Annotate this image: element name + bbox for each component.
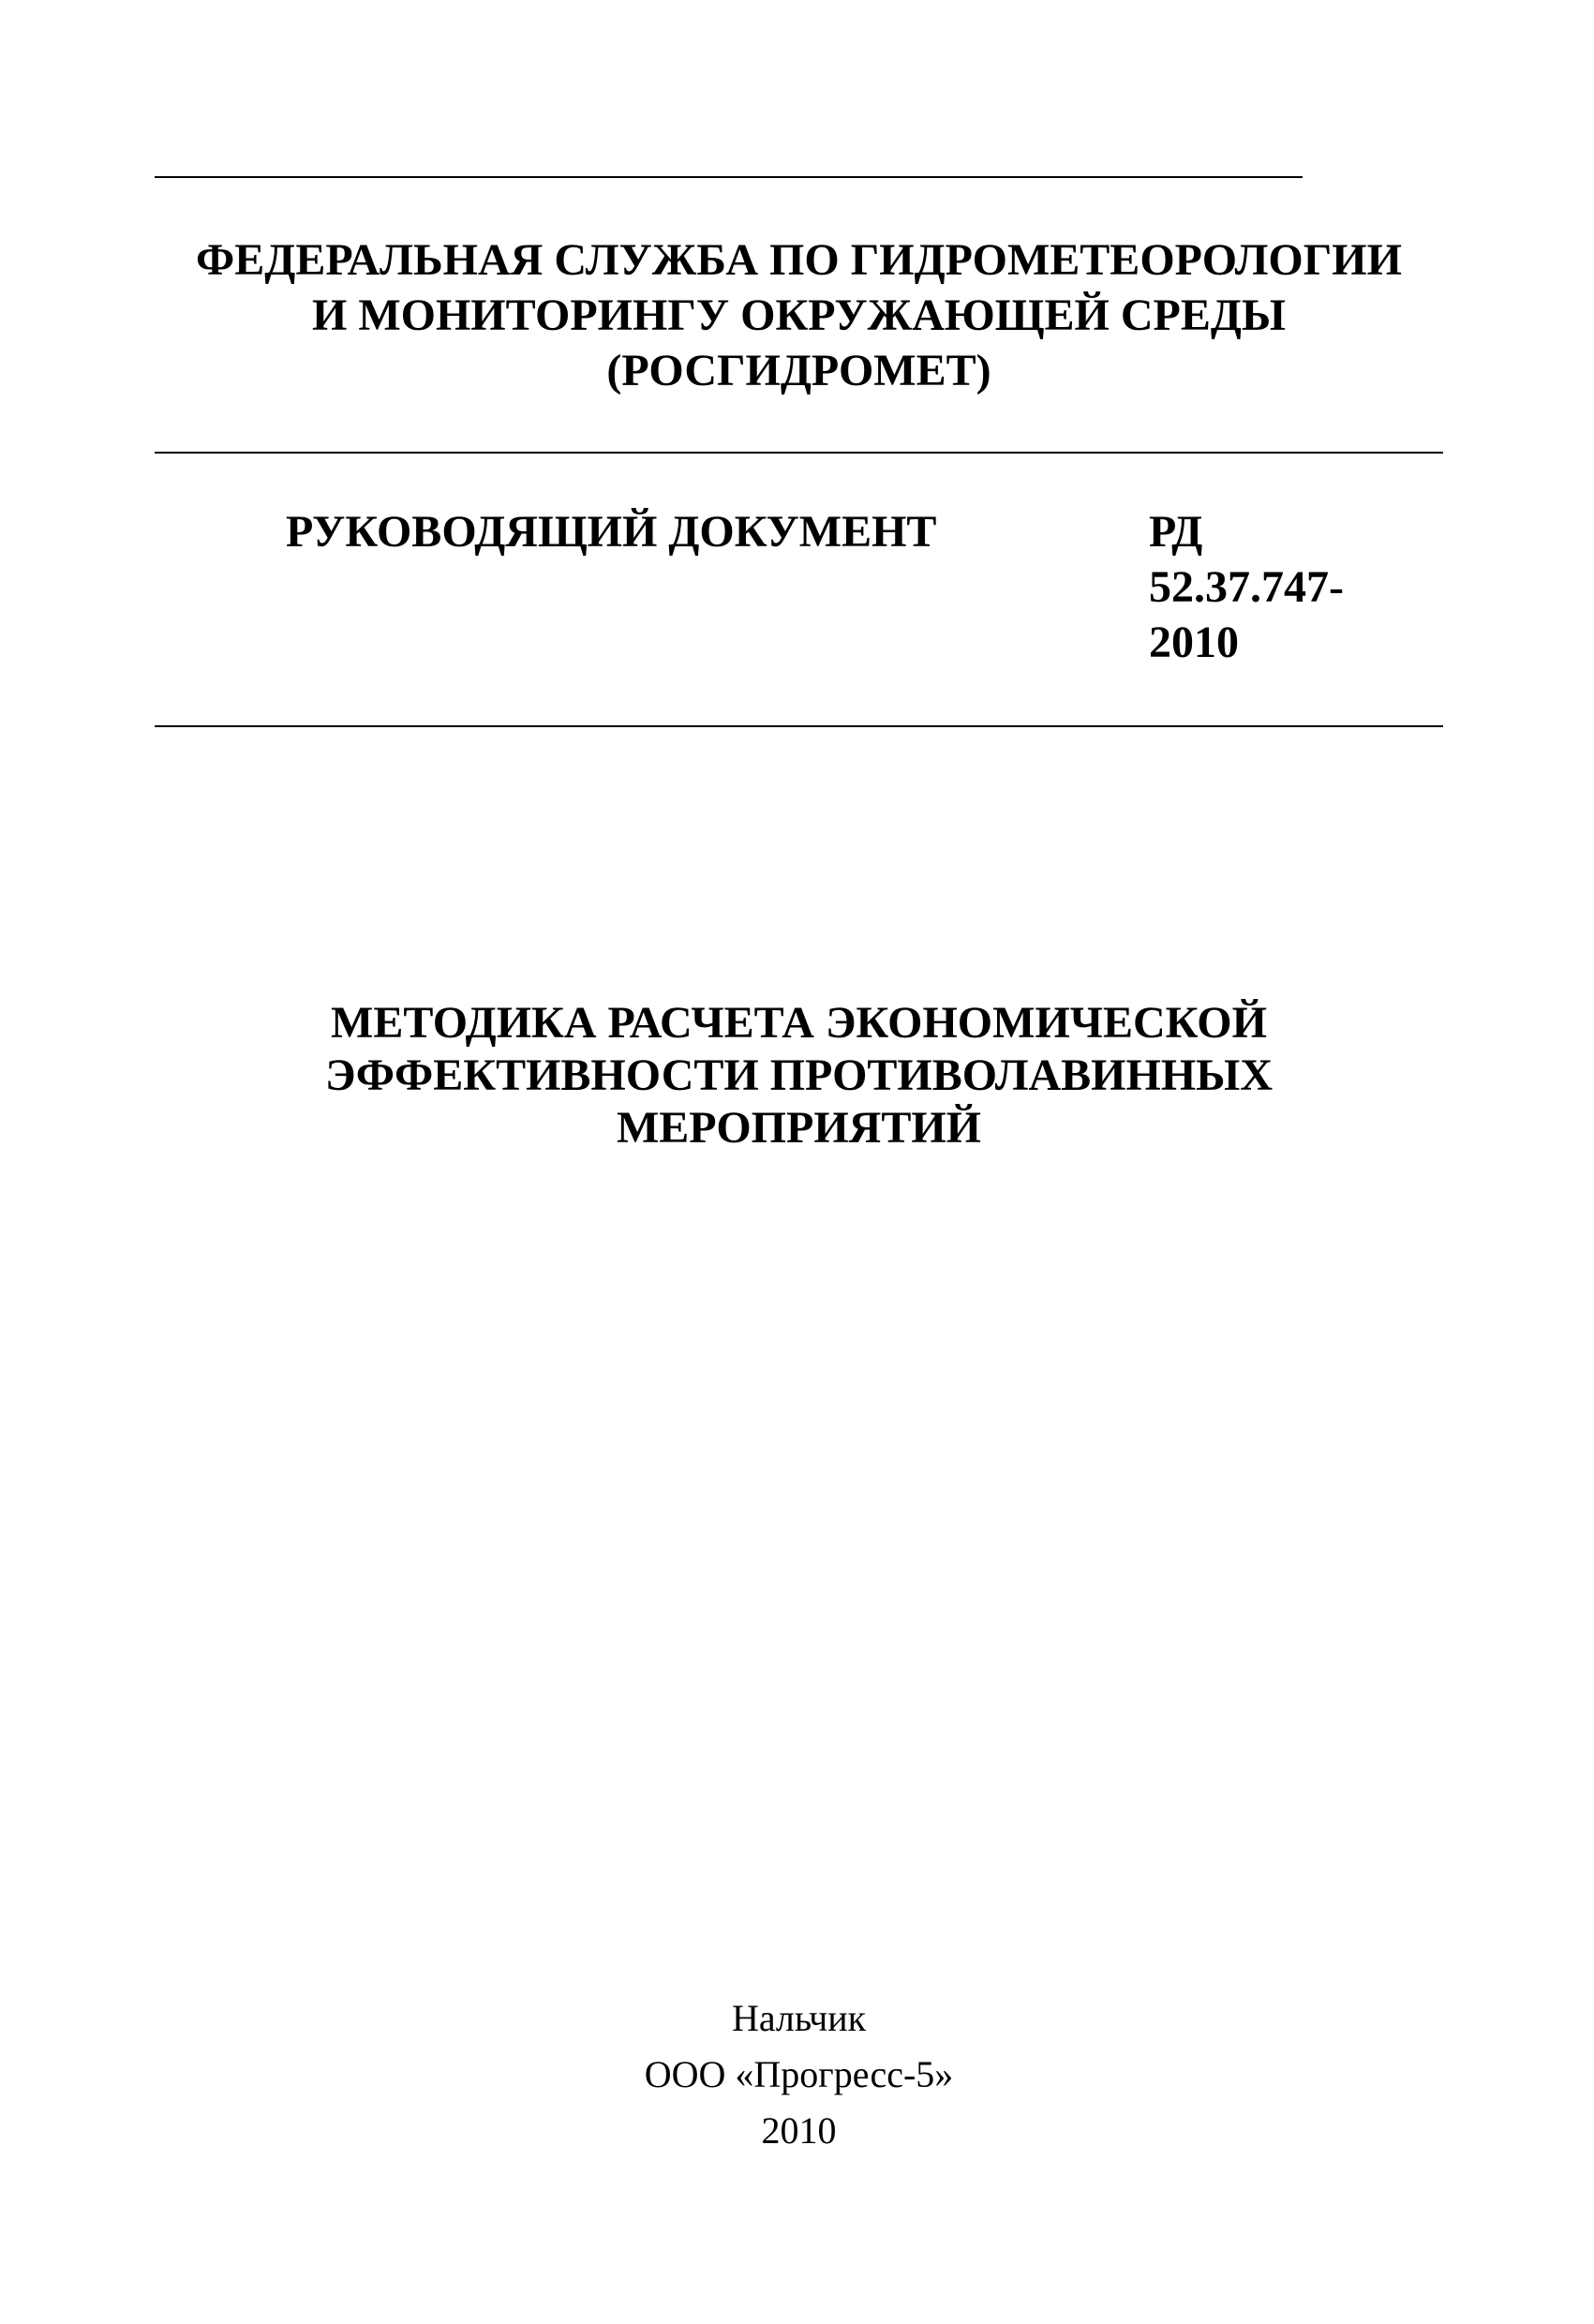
- document-title-line-2: ЭФФЕКТИВНОСТИ ПРОТИВОЛАВИННЫХ: [325, 1050, 1273, 1100]
- document-title: [155, 997, 1443, 1155]
- document-type-label: РУКОВОДЯЩИЙ ДОКУМЕНТ: [286, 507, 937, 557]
- document-code-line-1: РД: [1149, 507, 1203, 557]
- agency-name: [155, 232, 1443, 398]
- document-title-line-1: МЕТОДИКА РАСЧЕТА ЭКОНОМИЧЕСКОЙ: [331, 998, 1267, 1048]
- document-code-line-2: 52.37.747-: [1149, 562, 1344, 612]
- imprint-year: 2010: [761, 2109, 837, 2152]
- document-divider: [155, 725, 1443, 727]
- agency-name-line-2: И МОНИТОРИНГУ ОКРУЖАЮЩЕЙ СРЕДЫ: [311, 290, 1286, 340]
- agency-name-line-3: (РОСГИДРОМЕТ): [606, 346, 991, 395]
- document-code-line-3: 2010: [1149, 618, 1239, 667]
- imprint-publisher: ООО «Прогресс-5»: [644, 2053, 954, 2095]
- imprint: [155, 1990, 1443, 2159]
- agency-divider: [155, 452, 1443, 454]
- agency-name-line-1: ФЕДЕРАЛЬНАЯ СЛУЖБА ПО ГИДРОМЕТЕОРОЛОГИИ: [196, 235, 1402, 285]
- top-divider: [155, 176, 1303, 178]
- document-code: [1149, 504, 1344, 670]
- imprint-city: Нальчик: [731, 1997, 867, 2039]
- document-title-line-3: МЕРОПРИЯТИЙ: [616, 1103, 982, 1153]
